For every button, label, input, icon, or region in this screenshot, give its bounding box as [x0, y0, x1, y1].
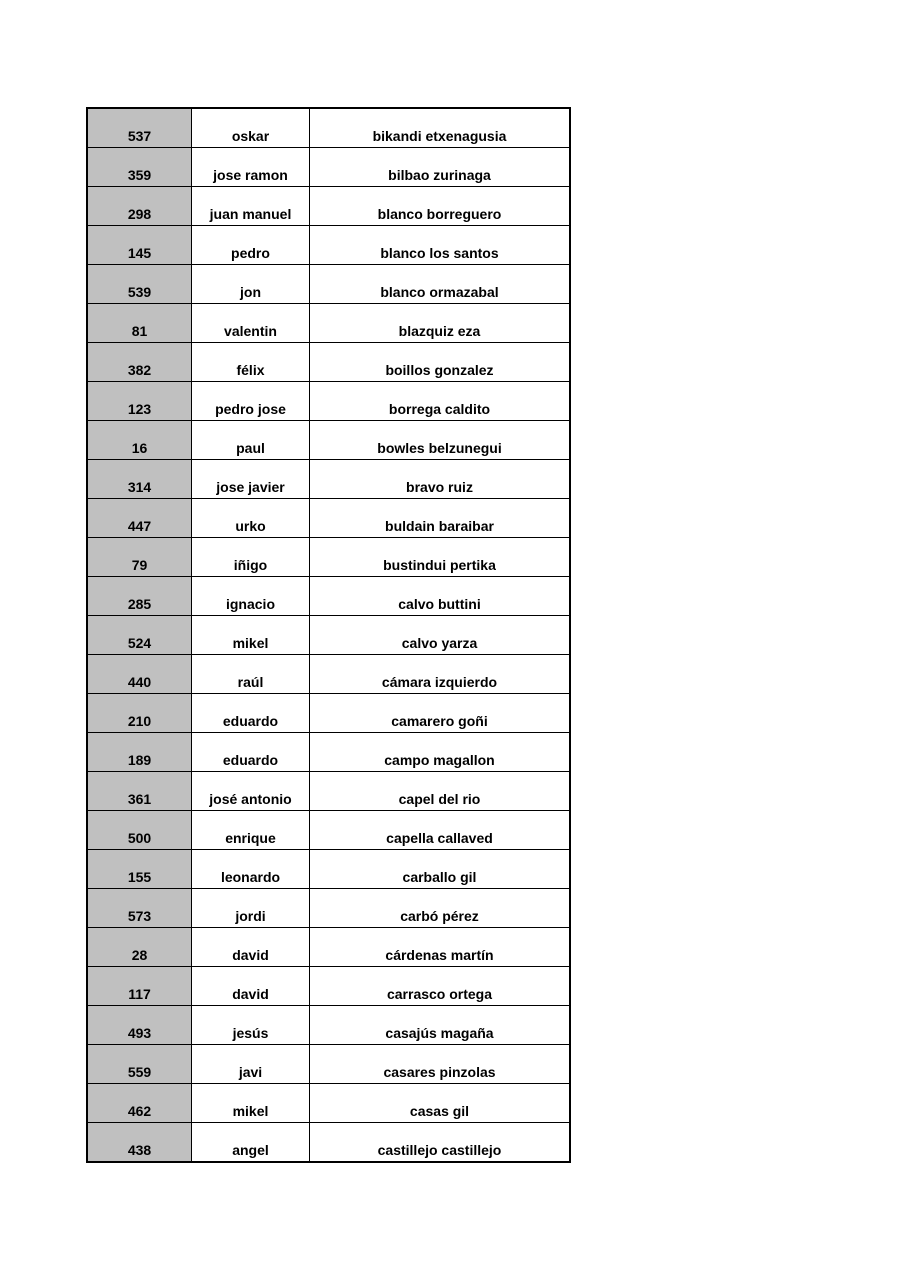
cell-first-name: leonardo	[192, 850, 310, 888]
cell-last-name: blanco los santos	[380, 245, 499, 261]
table-row	[88, 889, 569, 928]
cell-first-name: raúl	[192, 655, 310, 693]
cell-number: 500	[88, 811, 192, 849]
cell-last-name: carbó pérez	[400, 908, 479, 924]
table-row	[88, 967, 569, 1006]
cell-last-name: boillos gonzalez	[385, 362, 494, 378]
cell-number: 382	[88, 343, 192, 381]
cell-number: 524	[88, 616, 192, 654]
cell-last-name: buldain baraibar	[385, 518, 494, 534]
cell-first-name: valentin	[192, 304, 310, 342]
table-row	[88, 616, 569, 655]
cell-first-name: paul	[192, 421, 310, 459]
cell-number: 559	[88, 1045, 192, 1083]
cell-number: 462	[88, 1084, 192, 1122]
cell-number: 537	[88, 109, 192, 147]
table-row	[88, 1045, 569, 1084]
cell-last-name: bustindui pertika	[383, 557, 496, 573]
participant-table	[86, 107, 571, 1163]
cell-last-name: bowles belzunegui	[377, 440, 502, 456]
cell-first-name: eduardo	[192, 733, 310, 771]
cell-first-name: jose javier	[192, 460, 310, 498]
cell-first-name: javi	[192, 1045, 310, 1083]
cell-number: 16	[88, 421, 192, 459]
cell-last-name: calvo buttini	[398, 596, 481, 612]
cell-last-name: blazquiz eza	[398, 323, 481, 339]
cell-last-name: casas gil	[409, 1103, 470, 1119]
table-row	[88, 265, 569, 304]
cell-last-name: cárdenas martín	[385, 947, 494, 963]
cell-first-name: jordi	[192, 889, 310, 927]
cell-number: 28	[88, 928, 192, 966]
table-row	[88, 1123, 569, 1161]
cell-number: 79	[88, 538, 192, 576]
table-row	[88, 733, 569, 772]
cell-last-name: camarero goñi	[391, 713, 488, 729]
table-row	[88, 304, 569, 343]
cell-number: 298	[88, 187, 192, 225]
cell-last-name: bikandi etxenagusia	[372, 128, 507, 144]
cell-last-name: borrega caldito	[388, 401, 491, 417]
cell-first-name: ignacio	[192, 577, 310, 615]
cell-last-name: blanco ormazabal	[380, 284, 499, 300]
cell-number: 314	[88, 460, 192, 498]
cell-first-name: jesús	[192, 1006, 310, 1044]
table-row	[88, 187, 569, 226]
cell-number: 493	[88, 1006, 192, 1044]
cell-number: 285	[88, 577, 192, 615]
cell-number: 189	[88, 733, 192, 771]
cell-first-name: oskar	[192, 109, 310, 147]
cell-last-name: carrasco ortega	[386, 986, 493, 1002]
cell-first-name: urko	[192, 499, 310, 537]
cell-number: 81	[88, 304, 192, 342]
table-row	[88, 226, 569, 265]
cell-last-name: calvo yarza	[401, 635, 478, 651]
table-row	[88, 850, 569, 889]
cell-first-name: jon	[192, 265, 310, 303]
table-row	[88, 772, 569, 811]
cell-number: 447	[88, 499, 192, 537]
cell-last-name: casajús magaña	[385, 1025, 494, 1041]
cell-number: 440	[88, 655, 192, 693]
cell-first-name: josé antonio	[192, 772, 310, 810]
cell-number: 210	[88, 694, 192, 732]
cell-number: 123	[88, 382, 192, 420]
cell-last-name: blanco borreguero	[377, 206, 502, 222]
table-row	[88, 1006, 569, 1045]
table-row	[88, 343, 569, 382]
cell-number: 361	[88, 772, 192, 810]
cell-last-name: bilbao zurinaga	[388, 167, 491, 183]
cell-first-name: juan manuel	[192, 187, 310, 225]
cell-last-name: capel del rio	[398, 791, 481, 807]
table-row	[88, 109, 569, 148]
cell-last-name: cámara izquierdo	[381, 674, 498, 690]
cell-number: 359	[88, 148, 192, 186]
cell-number: 117	[88, 967, 192, 1005]
cell-number: 539	[88, 265, 192, 303]
table-row	[88, 811, 569, 850]
cell-first-name: mikel	[192, 1084, 310, 1122]
cell-first-name: david	[192, 967, 310, 1005]
table-row	[88, 655, 569, 694]
table-row	[88, 928, 569, 967]
table-row	[88, 148, 569, 187]
cell-first-name: enrique	[192, 811, 310, 849]
table-row	[88, 577, 569, 616]
table-row	[88, 499, 569, 538]
cell-first-name: pedro	[192, 226, 310, 264]
table-row	[88, 460, 569, 499]
cell-first-name: félix	[192, 343, 310, 381]
cell-last-name: capella callaved	[386, 830, 493, 846]
cell-number: 145	[88, 226, 192, 264]
table-row	[88, 1084, 569, 1123]
cell-first-name: eduardo	[192, 694, 310, 732]
cell-last-name: casares pinzolas	[383, 1064, 496, 1080]
cell-number: 573	[88, 889, 192, 927]
table-row	[88, 382, 569, 421]
cell-first-name: mikel	[192, 616, 310, 654]
cell-last-name: bravo ruiz	[406, 479, 473, 495]
cell-number: 438	[88, 1123, 192, 1161]
cell-number: 155	[88, 850, 192, 888]
table-row	[88, 694, 569, 733]
cell-last-name: carballo gil	[402, 869, 477, 885]
cell-last-name: campo magallon	[384, 752, 495, 768]
cell-first-name: angel	[192, 1123, 310, 1161]
table-row	[88, 538, 569, 577]
cell-last-name: castillejo castillejo	[377, 1142, 502, 1158]
table-row	[88, 421, 569, 460]
cell-first-name: pedro jose	[192, 382, 310, 420]
cell-first-name: jose ramon	[192, 148, 310, 186]
cell-first-name: david	[192, 928, 310, 966]
cell-first-name: iñigo	[192, 538, 310, 576]
